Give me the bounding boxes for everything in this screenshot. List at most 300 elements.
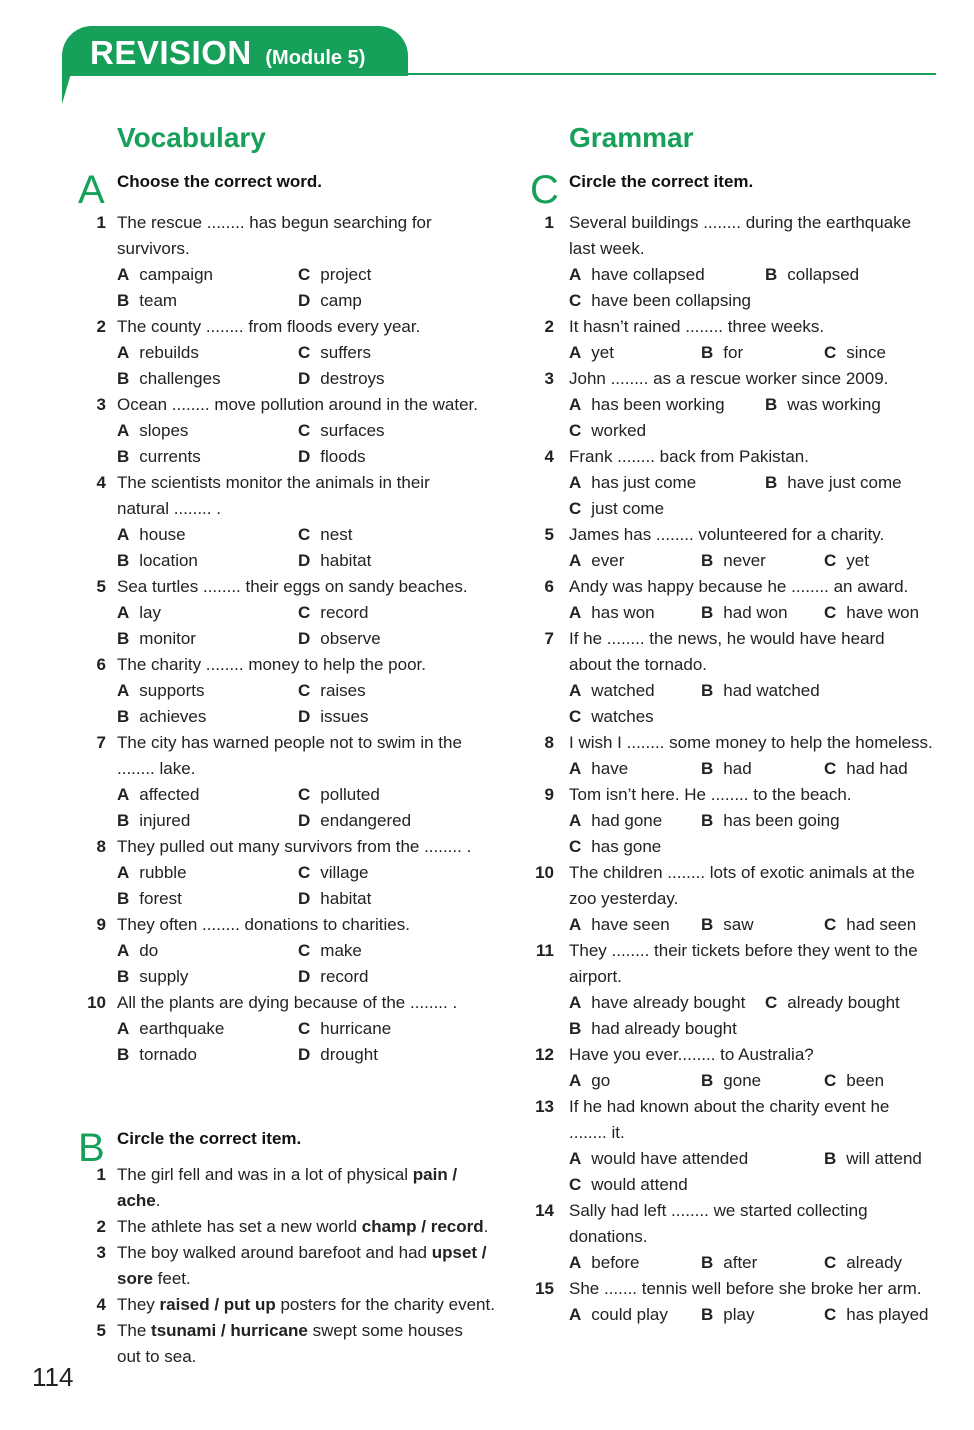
item-text-part: The athlete has set a new world — [117, 1217, 362, 1236]
option-letter: C — [824, 551, 837, 570]
option-text: yet — [591, 343, 614, 362]
option-b — [701, 808, 840, 834]
option-text: before — [591, 1253, 640, 1272]
option-c — [298, 938, 362, 964]
question-text: natural ........ . — [117, 499, 221, 518]
item-text — [117, 1188, 160, 1214]
option-d — [298, 964, 368, 990]
option-letter: B — [765, 395, 778, 414]
option-text: rebuilds — [139, 343, 199, 362]
option-text: tornado — [139, 1045, 197, 1064]
option-letter: A — [117, 1019, 130, 1038]
option-text: have — [591, 759, 629, 778]
option-letter: A — [569, 395, 582, 414]
question-text: She ....... tennis well before she broke her arm. — [569, 1279, 922, 1298]
item-choice: champ / record — [361, 1217, 484, 1236]
option-c — [298, 1016, 391, 1042]
option-letter: A — [117, 525, 130, 544]
option-d — [298, 626, 381, 652]
option-letter: B — [701, 681, 714, 700]
option-letter: B — [117, 369, 130, 388]
option-c — [569, 288, 751, 314]
option-letter: A — [569, 265, 582, 284]
option-a — [117, 860, 187, 886]
option-text: has been going — [723, 811, 840, 830]
option-letter: A — [569, 759, 582, 778]
option-text: play — [723, 1305, 755, 1324]
option-letter: A — [569, 681, 582, 700]
item-choice: raised / put up — [159, 1295, 276, 1314]
question-text: If he ........ the news, he would have heard — [569, 629, 885, 648]
option-letter: B — [117, 447, 130, 466]
option-b — [117, 444, 201, 470]
option-b — [117, 626, 196, 652]
item-choice: pain / — [412, 1165, 458, 1184]
question-text: Sally had left ........ we started collecting — [569, 1201, 868, 1220]
question-text: The scientists monitor the animals in their — [117, 473, 430, 492]
option-b — [824, 1146, 922, 1172]
option-d — [298, 1042, 378, 1068]
option-text: polluted — [320, 785, 380, 804]
option-a — [569, 470, 696, 496]
option-a — [569, 756, 628, 782]
option-text: rubble — [139, 863, 187, 882]
question-text: ........ lake. — [117, 759, 196, 778]
question-text: James has ........ volunteered for a charity. — [569, 525, 885, 544]
option-text: watched — [591, 681, 655, 700]
question-number: 5 — [544, 525, 554, 544]
option-a — [569, 912, 670, 938]
option-d — [298, 886, 371, 912]
option-text: watches — [591, 707, 654, 726]
item-number: 5 — [96, 1321, 106, 1340]
option-letter: A — [117, 681, 130, 700]
subtitle-text: (Module 5) — [265, 47, 366, 69]
option-b — [701, 678, 820, 704]
question-text: All the plants are dying because of the ........ . — [117, 993, 458, 1012]
vocabulary-title: Vocabulary — [117, 122, 266, 153]
option-text: after — [723, 1253, 758, 1272]
option-text: have seen — [591, 915, 670, 934]
option-a — [569, 262, 705, 288]
option-letter: C — [824, 1071, 837, 1090]
option-letter: D — [298, 707, 311, 726]
option-text: currents — [139, 447, 201, 466]
option-text: challenges — [139, 369, 221, 388]
option-text: camp — [320, 291, 362, 310]
question-number: 7 — [544, 629, 554, 648]
option-letter: D — [298, 1045, 311, 1064]
option-text: already bought — [787, 993, 900, 1012]
option-letter: B — [117, 629, 130, 648]
option-c — [824, 548, 869, 574]
option-letter: C — [298, 525, 311, 544]
option-text: had watched — [723, 681, 820, 700]
option-a — [117, 782, 199, 808]
option-letter: A — [117, 421, 130, 440]
option-letter: D — [298, 811, 311, 830]
option-text: go — [591, 1071, 611, 1090]
option-letter: C — [298, 941, 311, 960]
question-text: The city has warned people not to swim in the — [117, 733, 462, 752]
option-letter: A — [569, 811, 582, 830]
question-number: 6 — [544, 577, 554, 596]
option-letter: C — [824, 1305, 837, 1324]
item-text-part: The — [117, 1321, 152, 1340]
question-text: I wish I ........ some money to help the homeless. — [569, 733, 933, 752]
option-a — [569, 392, 725, 418]
option-text: floods — [320, 447, 366, 466]
option-b — [117, 288, 177, 314]
question-text: They often ........ donations to charities. — [117, 915, 410, 934]
question-text: Ocean ........ move pollution around in the water. — [117, 395, 478, 414]
option-letter: A — [569, 1305, 582, 1324]
option-b — [117, 964, 188, 990]
question-text: last week. — [569, 239, 645, 258]
option-b — [701, 912, 754, 938]
section-a-letter: A — [78, 168, 105, 212]
option-d — [298, 288, 362, 314]
option-a — [569, 1250, 639, 1276]
option-text: had already bought — [591, 1019, 737, 1038]
option-text: collapsed — [787, 265, 860, 284]
option-letter: A — [569, 551, 582, 570]
option-text: issues — [320, 707, 369, 726]
question-text: Tom isn’t here. He ........ to the beach. — [569, 785, 852, 804]
option-text: been — [846, 1071, 885, 1090]
question-number: 15 — [535, 1279, 554, 1298]
option-letter: A — [569, 915, 582, 934]
item-number: 3 — [96, 1243, 106, 1262]
option-a — [569, 1146, 748, 1172]
option-letter: C — [765, 993, 778, 1012]
option-c — [765, 990, 900, 1016]
option-text: would have attended — [591, 1149, 749, 1168]
option-text: had had — [846, 759, 908, 778]
option-c — [298, 860, 368, 886]
option-text: has just come — [591, 473, 697, 492]
option-text: has been working — [591, 395, 725, 414]
option-text: would attend — [591, 1175, 688, 1194]
option-c — [569, 496, 664, 522]
option-text: have been collapsing — [591, 291, 752, 310]
option-letter: C — [569, 499, 582, 518]
section-c-instruction: Circle the correct item. — [569, 172, 754, 191]
item-text — [117, 1240, 487, 1266]
option-text: hurricane — [320, 1019, 392, 1038]
option-text: had seen — [846, 915, 917, 934]
question-text: survivors. — [117, 239, 190, 258]
option-b — [765, 392, 881, 418]
option-letter: C — [298, 421, 311, 440]
item-text — [117, 1214, 488, 1240]
question-text: If he had known about the charity event he — [569, 1097, 890, 1116]
option-letter: C — [569, 707, 582, 726]
option-text: habitat — [320, 889, 372, 908]
question-text: It hasn’t rained ........ three weeks. — [569, 317, 825, 336]
item-text — [117, 1162, 457, 1188]
section-b-instruction: Circle the correct item. — [117, 1129, 302, 1148]
option-letter: B — [117, 967, 130, 986]
question-number: 12 — [535, 1045, 554, 1064]
option-c — [824, 1302, 929, 1328]
option-text: observe — [320, 629, 381, 648]
option-text: slopes — [139, 421, 189, 440]
option-text: raises — [320, 681, 366, 700]
question-number: 1 — [544, 213, 554, 232]
option-text: do — [139, 941, 159, 960]
item-text-part: The boy walked around barefoot and had — [117, 1243, 432, 1262]
option-letter: B — [117, 291, 130, 310]
option-letter: B — [117, 811, 130, 830]
item-text — [117, 1344, 196, 1370]
item-text — [117, 1318, 463, 1344]
option-letter: C — [824, 343, 837, 362]
option-text: have just come — [787, 473, 902, 492]
option-letter: C — [569, 421, 582, 440]
option-text: forest — [139, 889, 182, 908]
option-a — [117, 262, 213, 288]
option-a — [117, 678, 204, 704]
question-number: 3 — [544, 369, 554, 388]
option-letter: B — [117, 551, 130, 570]
option-text: achieves — [139, 707, 207, 726]
option-b — [117, 704, 206, 730]
option-letter: B — [117, 1045, 130, 1064]
question-number: 8 — [96, 837, 106, 856]
question-number: 10 — [87, 993, 106, 1012]
option-text: lay — [139, 603, 162, 622]
option-text: have won — [846, 603, 920, 622]
option-a — [569, 340, 614, 366]
option-b — [117, 548, 198, 574]
option-letter: A — [117, 785, 130, 804]
option-text: endangered — [320, 811, 412, 830]
question-number: 9 — [96, 915, 106, 934]
item-number: 1 — [96, 1165, 106, 1184]
option-a — [569, 548, 624, 574]
question-number: 1 — [96, 213, 106, 232]
option-text: just come — [591, 499, 665, 518]
option-a — [117, 938, 158, 964]
option-letter: B — [701, 603, 714, 622]
option-a — [117, 340, 199, 366]
option-letter: C — [298, 343, 311, 362]
option-text: injured — [139, 811, 191, 830]
question-number: 11 — [536, 941, 554, 960]
option-text: has won — [591, 603, 655, 622]
option-c — [298, 262, 371, 288]
option-text: had — [723, 759, 752, 778]
option-b — [117, 366, 221, 392]
option-letter: C — [298, 785, 311, 804]
option-text: suffers — [320, 343, 371, 362]
item-text-part: The girl fell and was in a lot of physical — [117, 1165, 413, 1184]
option-letter: C — [569, 1175, 582, 1194]
option-text: yet — [846, 551, 869, 570]
option-b — [765, 262, 859, 288]
item-text-part: out to sea. — [117, 1347, 197, 1366]
question-text: about the tornado. — [569, 655, 708, 674]
option-text: never — [723, 551, 766, 570]
option-c — [824, 1068, 884, 1094]
option-a — [569, 600, 655, 626]
option-c — [569, 418, 646, 444]
option-text: record — [320, 603, 369, 622]
option-text: will attend — [846, 1149, 922, 1168]
option-letter: D — [298, 551, 311, 570]
option-letter: D — [298, 967, 311, 986]
grammar-title: Grammar — [569, 122, 694, 153]
section-a-instruction: Choose the correct word. — [117, 172, 322, 191]
option-text: have already bought — [591, 993, 746, 1012]
option-c — [298, 340, 371, 366]
option-c — [298, 418, 385, 444]
option-letter: B — [701, 915, 714, 934]
option-letter: B — [701, 343, 714, 362]
option-letter: B — [765, 265, 778, 284]
option-letter: B — [701, 811, 714, 830]
option-text: for — [723, 343, 744, 362]
question-number: 3 — [96, 395, 106, 414]
option-letter: C — [824, 915, 837, 934]
option-a — [117, 1016, 224, 1042]
page-title — [90, 34, 365, 72]
option-a — [569, 808, 662, 834]
option-text: already — [846, 1253, 903, 1272]
option-c — [298, 678, 366, 704]
option-b — [117, 1042, 197, 1068]
option-text: surfaces — [320, 421, 385, 440]
question-text: They pulled out many survivors from the ........ . — [117, 837, 472, 856]
option-text: had gone — [591, 811, 663, 830]
option-c — [298, 782, 380, 808]
option-letter: B — [701, 1253, 714, 1272]
option-letter: A — [117, 343, 130, 362]
option-b — [701, 1250, 757, 1276]
item-number: 2 — [96, 1217, 106, 1236]
question-number: 5 — [96, 577, 106, 596]
option-text: habitat — [320, 551, 372, 570]
option-d — [298, 808, 411, 834]
option-b — [701, 1302, 754, 1328]
option-letter: D — [298, 369, 311, 388]
item-text — [117, 1266, 191, 1292]
option-text: project — [320, 265, 372, 284]
option-letter: D — [298, 629, 311, 648]
item-number: 4 — [96, 1295, 106, 1314]
question-number: 9 — [544, 785, 554, 804]
option-letter: D — [298, 447, 311, 466]
option-text: supports — [139, 681, 205, 700]
option-letter: B — [117, 889, 130, 908]
item-choice: upset / — [431, 1243, 487, 1262]
item-text-part: feet. — [152, 1269, 191, 1288]
question-text: They ........ their tickets before they went to the — [569, 941, 918, 960]
option-letter: B — [701, 1071, 714, 1090]
question-text: The rescue ........ has begun searching for — [117, 213, 432, 232]
option-text: village — [320, 863, 369, 882]
option-text: was working — [787, 395, 881, 414]
page-number: 114 — [32, 1362, 74, 1392]
question-number: 6 — [96, 655, 106, 674]
option-c — [569, 1172, 688, 1198]
option-letter: B — [569, 1019, 582, 1038]
question-text: John ........ as a rescue worker since 2009. — [569, 369, 889, 388]
question-number: 14 — [535, 1201, 554, 1220]
question-text: The county ........ from floods every year. — [117, 317, 421, 336]
option-text: monitor — [139, 629, 196, 648]
option-letter: A — [569, 473, 582, 492]
option-a — [569, 1068, 610, 1094]
option-letter: D — [298, 889, 311, 908]
question-number: 7 — [96, 733, 106, 752]
question-number: 13 — [535, 1097, 554, 1116]
option-text: affected — [139, 785, 200, 804]
option-a — [569, 990, 745, 1016]
option-letter: A — [569, 993, 582, 1012]
option-b — [117, 886, 182, 912]
question-text: zoo yesterday. — [569, 889, 679, 908]
question-number: 4 — [96, 473, 106, 492]
option-c — [824, 1250, 902, 1276]
option-letter: C — [298, 603, 311, 622]
option-letter: A — [117, 265, 130, 284]
option-a — [117, 522, 186, 548]
option-text: nest — [320, 525, 353, 544]
option-letter: C — [824, 759, 837, 778]
option-text: record — [320, 967, 369, 986]
option-c — [298, 600, 368, 626]
option-letter: B — [824, 1149, 837, 1168]
option-letter: C — [298, 265, 311, 284]
option-text: has gone — [591, 837, 662, 856]
header-banner-tail — [62, 70, 72, 104]
question-text: Sea turtles ........ their eggs on sandy beaches. — [117, 577, 468, 596]
option-b — [701, 1068, 761, 1094]
item-text-part: posters for the charity event. — [275, 1295, 495, 1314]
option-letter: A — [569, 1149, 582, 1168]
option-letter: C — [569, 291, 582, 310]
option-text: worked — [591, 421, 647, 440]
option-b — [701, 548, 766, 574]
option-text: saw — [723, 915, 754, 934]
title-text: REVISION — [90, 34, 252, 71]
option-text: destroys — [320, 369, 385, 388]
section-b-letter: B — [78, 1126, 105, 1170]
option-text: have collapsed — [591, 265, 705, 284]
option-c — [824, 340, 886, 366]
option-letter: A — [569, 1071, 582, 1090]
option-letter: C — [298, 1019, 311, 1038]
question-number: 8 — [544, 733, 554, 752]
option-letter: D — [298, 291, 311, 310]
option-c — [824, 600, 919, 626]
option-letter: B — [701, 551, 714, 570]
item-text-part: They — [117, 1295, 160, 1314]
option-letter: B — [117, 707, 130, 726]
option-d — [298, 548, 371, 574]
item-choice: tsunami / hurricane — [151, 1321, 308, 1340]
option-c — [824, 912, 916, 938]
option-letter: A — [117, 603, 130, 622]
option-text: location — [139, 551, 198, 570]
question-text: Several buildings ........ during the earthquake — [569, 213, 912, 232]
option-a — [569, 678, 655, 704]
option-text: campaign — [139, 265, 213, 284]
option-d — [298, 704, 368, 730]
question-number: 2 — [544, 317, 554, 336]
